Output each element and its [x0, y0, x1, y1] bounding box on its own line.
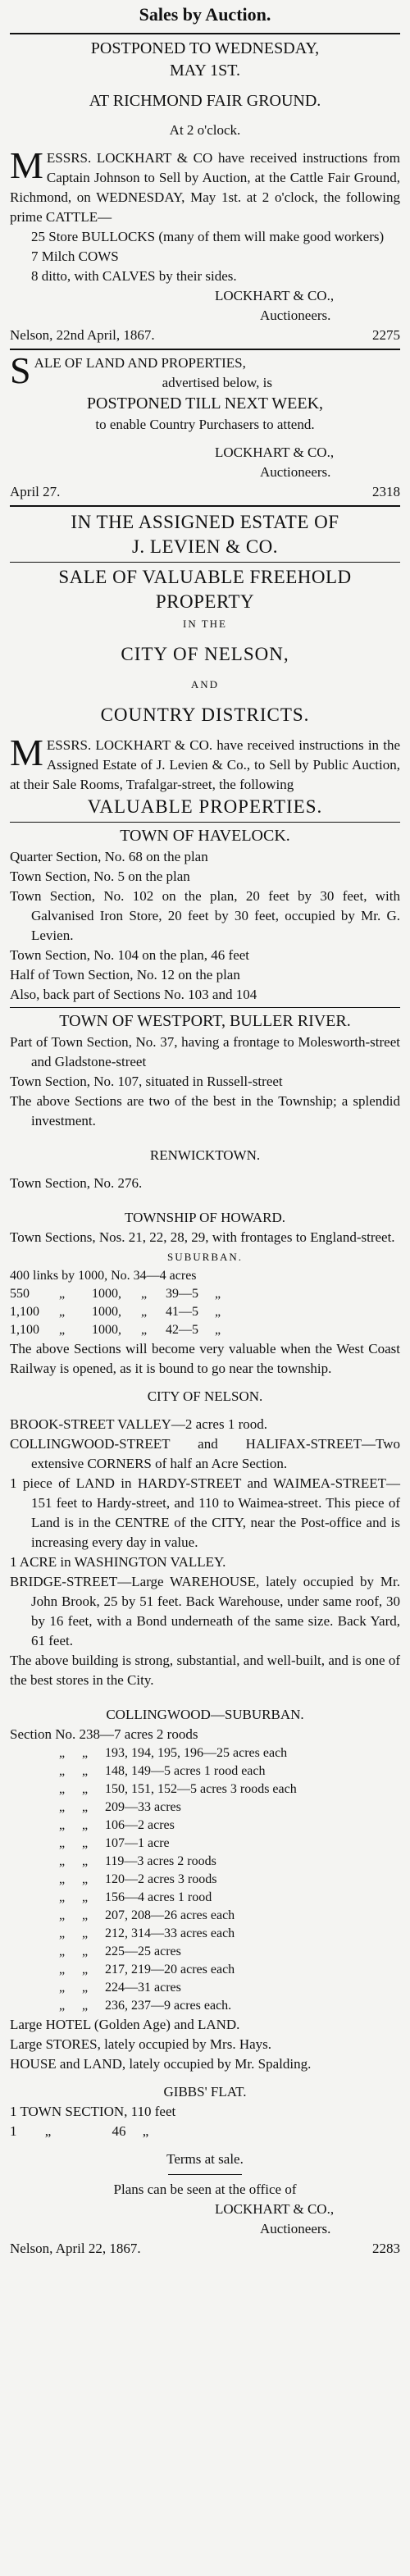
table-cell: 217, 219—20 acres each [105, 1963, 235, 1976]
ad3-city: CITY OF NELSON, [121, 644, 289, 664]
collingwood-hotel: Large HOTEL (Golden Age) and LAND. [10, 2017, 240, 2032]
table-cell: 42—5 [166, 1323, 198, 1337]
renwicktown-item: Town Section, No. 276. [10, 1175, 143, 1191]
ad3-heading-4: PROPERTY [155, 591, 255, 612]
table-cell: 120—2 acres 3 roods [105, 1872, 217, 1886]
ditto-mark: „ [142, 2123, 149, 2139]
table-row [10, 1303, 400, 1321]
havelock-item: Also, back part of Sections No. 103 and 104 [10, 987, 257, 1002]
table-row [10, 1799, 400, 1817]
table-cell: 156—4 acres 1 rood [105, 1890, 212, 1904]
table-cell: „ [59, 1323, 66, 1337]
ad1-item: 25 Store BULLOCKS (many of them will make good workers) [31, 229, 385, 244]
table-cell: 193, 194, 195, 196—25 acres each [105, 1746, 288, 1760]
ad1-headline-2: MAY 1ST. [170, 62, 240, 80]
ditto-mark: „ [82, 1890, 89, 1904]
ditto-mark: „ [59, 1836, 66, 1850]
table-row [10, 1321, 400, 1339]
advert-levien-estate [10, 510, 400, 2259]
ad1-signature: LOCKHART & CO., [215, 288, 335, 303]
table-row [10, 1979, 400, 1997]
ad2-date: April 27. [10, 484, 61, 499]
collingwood-first: Section No. 238—7 acres 2 roods [10, 1726, 198, 1742]
howard-item: Town Sections, Nos. 21, 22, 28, 29, with frontages to England-street. [10, 1229, 395, 1245]
nelson-item: 1 piece of LAND in HARDY-STREET and WAIMEA-STREET—151 feet to Hardy-street, and 110 to Waimea-street. This piece of Land is in the CENTRE of the CITY, near the Post-office and is increasing every day in value. [10, 1475, 400, 1550]
ditto-mark: „ [82, 1926, 89, 1940]
table-cell: „ [141, 1323, 148, 1337]
divider [168, 2174, 242, 2175]
havelock-item: Quarter Section, No. 68 on the plan [10, 849, 208, 864]
table-row [10, 1943, 400, 1961]
table-row [10, 1907, 400, 1925]
ditto-mark: „ [82, 1800, 89, 1814]
advert-postponement [10, 349, 400, 502]
ditto-mark: „ [59, 1764, 66, 1778]
howard-suburban-table [10, 1267, 400, 1339]
table-row [10, 1853, 400, 1871]
ad2-line-1: SALE OF LAND AND PROPERTIES, [10, 349, 246, 391]
table-cell: 148, 149—5 acres 1 rood each [105, 1764, 266, 1778]
table-row [10, 1835, 400, 1853]
table-cell: 236, 237—9 acres each. [105, 1999, 232, 2013]
ditto-mark: „ [82, 1872, 89, 1886]
ad1-footer [10, 326, 400, 345]
table-cell: 212, 314—33 acres each [105, 1926, 235, 1940]
table-row [10, 1817, 400, 1835]
table-row [10, 1744, 400, 1762]
ad1-date: Nelson, 22nd April, 1867. [10, 327, 155, 343]
collingwood-stores: Large STORES, lately occupied by Mrs. Hays. [10, 2036, 272, 2052]
ad3-valuable: VALUABLE PROPERTIES. [87, 796, 323, 817]
havelock-item: Town Section, No. 5 on the plan [10, 869, 190, 884]
collingwood-table [10, 1744, 400, 2015]
gibbs-line-1: 1 TOWN SECTION, 110 feet [10, 2104, 176, 2119]
table-row [10, 1961, 400, 1979]
ad3-signature: LOCKHART & CO., [215, 2201, 335, 2217]
table-cell: 107—1 acre [105, 1836, 170, 1850]
gibbs-title: GIBBS' FLAT. [163, 2084, 247, 2100]
ditto-mark: „ [59, 1999, 66, 2013]
divider [10, 505, 400, 507]
ad3-body: MESSRS. LOCKHART & CO. have received instructions in the Assigned Estate of J. Levien & Co., to Sell by Public Auction, at their Sale Rooms, Trafalgar-street, the following [10, 732, 400, 792]
ditto-mark: „ [82, 1999, 89, 2013]
nelson-title: CITY OF NELSON. [147, 1388, 263, 1404]
havelock-item: Town Section, No. 104 on the plan, 46 feet [10, 947, 250, 963]
ditto-mark: „ [59, 1908, 66, 1922]
nelson-item: 1 ACRE in WASHINGTON VALLEY. [10, 1554, 226, 1570]
howard-title: TOWNSHIP OF HOWARD. [125, 1210, 285, 1225]
ditto-mark: „ [82, 1818, 89, 1832]
table-row [10, 1267, 400, 1285]
ad2-number: 2318 [372, 484, 400, 499]
advert-cattle-sale [10, 38, 400, 345]
ad1-number: 2275 [372, 327, 400, 343]
ad3-number: 2283 [372, 2241, 400, 2256]
ad2-signature-role: Auctioneers. [260, 464, 331, 480]
ditto-mark: „ [44, 2123, 52, 2139]
ad2-footer [10, 482, 400, 502]
divider [10, 33, 400, 34]
ditto-mark: „ [59, 1945, 66, 1958]
nelson-item: BROOK-STREET VALLEY—2 acres 1 rood. [10, 1416, 268, 1432]
table-row [10, 1871, 400, 1889]
table-cell: 1,100 [10, 1323, 39, 1337]
collingwood-house: HOUSE and LAND, lately occupied by Mr. Spalding. [10, 2056, 312, 2072]
westport-item: Part of Town Section, No. 37, having a frontage to Molesworth-street and Gladstone-street [10, 1034, 400, 1069]
ditto-mark: „ [82, 1981, 89, 1995]
nelson-note: The above building is strong, substantial, and well-built, and is one of the best stores in the City. [10, 1653, 400, 1688]
ad1-location: AT RICHMOND FAIR GROUND. [89, 92, 321, 110]
ditto-mark: „ [82, 1764, 89, 1778]
gibbs-count: 1 [10, 2123, 17, 2139]
ditto-mark: „ [59, 1926, 66, 1940]
table-cell: „ [141, 1287, 148, 1301]
ditto-mark: „ [59, 1981, 66, 1995]
ditto-mark: „ [82, 1945, 89, 1958]
ditto-mark: „ [59, 1818, 66, 1832]
havelock-item: Town Section, No. 102 on the plan, 20 feet by 30 feet, with Galvanised Iron Store, 20 feet by 30 feet, occupied by Mr. G. Levien. [10, 888, 400, 943]
ditto-mark: „ [59, 1963, 66, 1976]
howard-suburban: SUBURBAN. [166, 1251, 244, 1263]
gibbs-feet: 46 [112, 2123, 126, 2139]
table-cell: „ [215, 1287, 221, 1301]
table-row [10, 1997, 400, 2015]
table-cell: 1000, [92, 1287, 121, 1301]
table-cell: 225—25 acres [105, 1945, 181, 1958]
ad1-item: 8 ditto, with CALVES by their sides. [31, 268, 237, 284]
ad3-country: COUNTRY DISTRICTS. [100, 704, 310, 725]
ad3-heading-1: IN THE ASSIGNED ESTATE OF [71, 512, 339, 532]
table-cell: 1000, [92, 1305, 121, 1319]
nelson-item: COLLINGWOOD-STREET and HALIFAX-STREET—Two extensive CORNERS of half an Acre Section. [10, 1436, 400, 1471]
ad2-signature: LOCKHART & CO., [215, 445, 335, 460]
table-row [10, 1285, 400, 1303]
ditto-mark: „ [82, 1854, 89, 1868]
ad3-signature-role: Auctioneers. [260, 2221, 331, 2236]
ad1-time: At 2 o'clock. [169, 122, 241, 138]
ad1-item: 7 Milch COWS [31, 248, 119, 264]
ditto-mark: „ [82, 1908, 89, 1922]
ditto-mark: „ [82, 1782, 89, 1796]
ad2-line-3: POSTPONED TILL NEXT WEEK, [86, 394, 324, 413]
divider [10, 562, 400, 563]
table-cell: „ [141, 1305, 148, 1319]
westport-item: The above Sections are two of the best in the Township; a splendid investment. [10, 1093, 400, 1128]
ad3-heading-2: J. LEVIEN & CO. [131, 536, 279, 557]
howard-note: The above Sections will become very valuable when the West Coast Railway is opened, as it is bound to go near the township. [10, 1341, 400, 1376]
table-cell: „ [59, 1287, 66, 1301]
table-cell: 400 links by 1000, No. 34—4 acres [10, 1269, 197, 1283]
ad1-signature-role: Auctioneers. [260, 308, 331, 323]
ditto-mark: „ [59, 1782, 66, 1796]
table-cell: 150, 151, 152—5 acres 3 roods each [105, 1782, 297, 1796]
ad3-footer [10, 2239, 400, 2259]
ad3-terms: Terms at sale. [166, 2151, 244, 2167]
westport-title: TOWN OF WESTPORT, BULLER RIVER. [59, 1012, 351, 1030]
ditto-mark: „ [82, 1836, 89, 1850]
renwicktown-title: RENWICKTOWN. [149, 1147, 261, 1163]
table-cell: 224—31 acres [105, 1981, 181, 1995]
divider [10, 1007, 400, 1008]
ad2-line-4: to enable Country Purchasers to attend. [95, 417, 315, 432]
ad1-headline-1: POSTPONED TO WEDNESDAY, [90, 39, 320, 57]
ditto-mark: „ [59, 1746, 66, 1760]
table-cell: 41—5 [166, 1305, 198, 1319]
table-row [10, 1780, 400, 1799]
table-cell: „ [59, 1305, 66, 1319]
ditto-mark: „ [82, 1746, 89, 1760]
masthead: Sales by Auction. [139, 4, 271, 25]
table-row [10, 1889, 400, 1907]
nelson-item: BRIDGE-STREET—Large WAREHOUSE, lately occupied by Mr. John Brook, 25 by 51 feet. Back Warehouse, under same roof, 30 by 16 feet, with a Bond underneath of the same size. Back Yard, 61 feet. [10, 1574, 400, 1648]
table-cell: „ [215, 1305, 221, 1319]
page [10, 0, 400, 2259]
ditto-mark: „ [59, 1854, 66, 1868]
collingwood-title: COLLINGWOOD—SUBURBAN. [106, 1707, 304, 1722]
table-cell: 106—2 acres [105, 1818, 175, 1832]
table-cell: 209—33 acres [105, 1800, 181, 1814]
table-cell: 550 [10, 1287, 30, 1301]
ditto-mark: „ [59, 1890, 66, 1904]
ad3-date: Nelson, April 22, 1867. [10, 2241, 141, 2256]
table-row [10, 1925, 400, 1943]
table-cell: 1000, [92, 1323, 121, 1337]
table-cell: „ [215, 1323, 221, 1337]
table-cell: 39—5 [166, 1287, 198, 1301]
ditto-mark: „ [82, 1963, 89, 1976]
ditto-mark: „ [59, 1872, 66, 1886]
table-row [10, 1762, 400, 1780]
ad1-body: MESSRS. LOCKHART & CO have received instructions from Captain Johnson to Sell by Auction, at the Cattle Fair Ground, Richmond, on WEDNESDAY, May 1st. at 2 o'clock, the following prime CATTLE— [10, 144, 400, 225]
gibbs-line-2 [10, 2122, 400, 2141]
havelock-item: Half of Town Section, No. 12 on the plan [10, 967, 240, 983]
havelock-title: TOWN OF HAVELOCK. [120, 827, 290, 845]
ad3-in-the: IN THE [182, 618, 227, 630]
table-cell: 207, 208—26 acres each [105, 1908, 235, 1922]
ad3-and: AND [190, 678, 220, 691]
ad2-line-2: advertised below, is [162, 375, 272, 390]
westport-item: Town Section, No. 107, situated in Russell-street [10, 1074, 283, 1089]
ditto-mark: „ [59, 1800, 66, 1814]
ad3-plans: Plans can be seen at the office of [113, 2182, 297, 2197]
table-cell: 119—3 acres 2 roods [105, 1854, 216, 1868]
ad3-heading-3: SALE OF VALUABLE FREEHOLD [58, 567, 352, 587]
table-cell: 1,100 [10, 1305, 39, 1319]
divider [10, 349, 400, 350]
divider [10, 822, 400, 823]
